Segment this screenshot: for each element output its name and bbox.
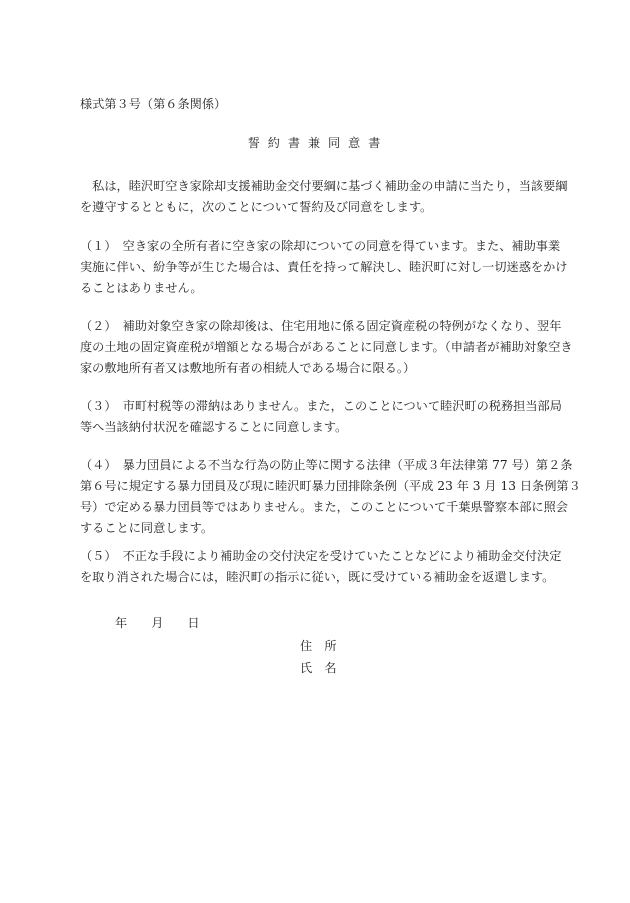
- date-day: 日: [187, 616, 200, 630]
- item-line: 度の土地の固定資産税が増額となる場合があることに同意します。（申請者が補助対象空き: [80, 340, 573, 354]
- date-line: [115, 617, 200, 629]
- item-line: 実施に伴い、紛争等が生じた場合は、責任を持って解決し、睦沢町に対し一切迷惑をかけ: [80, 260, 568, 274]
- item-line: することに同意します。: [80, 521, 214, 535]
- item-3: [80, 396, 562, 438]
- item-line: 等へ当該納付状況を確認することに同意します。: [80, 420, 348, 434]
- item-4: [80, 455, 581, 539]
- item-line: （１） 空き家の全所有者に空き家の除却についての同意を得ています。また、補助事業: [80, 239, 561, 253]
- item-1: [80, 236, 568, 299]
- item-line: （５） 不正な手段により補助金の交付決定を受けていたことなどにより補助金交付決定: [80, 549, 562, 563]
- item-5: [80, 546, 562, 588]
- date-month: 月: [151, 616, 164, 630]
- item-line: （３） 市町村税等の滞納はありません。また，このことについて睦沢町の税務担当部局: [80, 399, 562, 413]
- item-line: 号）で定める暴力団員等ではありません。また，このことについて千葉県警察本部に照会: [80, 500, 568, 514]
- item-line: （４） 暴力団員による不当な行為の防止等に関する法律（平成３年法律第 77 号）第２条: [80, 458, 573, 472]
- name-label: 氏 名: [300, 661, 337, 675]
- item-2: [80, 316, 573, 379]
- intro-line: を遵守するとともに，次のことについて誓約及び同意をします。: [80, 200, 433, 214]
- intro-line: 私は，睦沢町空き家除却支援補助金交付要綱に基づく補助金の申請に当たり，当該要綱: [80, 179, 568, 193]
- address-label: 住 所: [300, 639, 337, 653]
- item-line: を取り消された場合には，睦沢町の指示に従い，既に受けている補助金を返還します。: [80, 570, 555, 584]
- form-number: 様式第３号（第６条関係）: [80, 97, 227, 111]
- document-title: 誓 約 書 兼 同 意 書: [247, 136, 383, 150]
- date-year: 年: [115, 616, 128, 630]
- item-line: （２） 補助対象空き家の除却後は、住宅用地に係る固定資産税の特例がなくなり、翌年: [80, 319, 562, 333]
- intro-paragraph: [80, 176, 568, 218]
- item-line: 家の敷地所有者又は敷地所有者の相続人である場合に限る。）: [80, 361, 416, 375]
- item-line: 第６号に規定する暴力団員及び現に睦沢町暴力団排除条例（平成 23 年 3 月 13 日条例第３: [80, 479, 581, 493]
- item-line: ることはありません。: [80, 281, 203, 295]
